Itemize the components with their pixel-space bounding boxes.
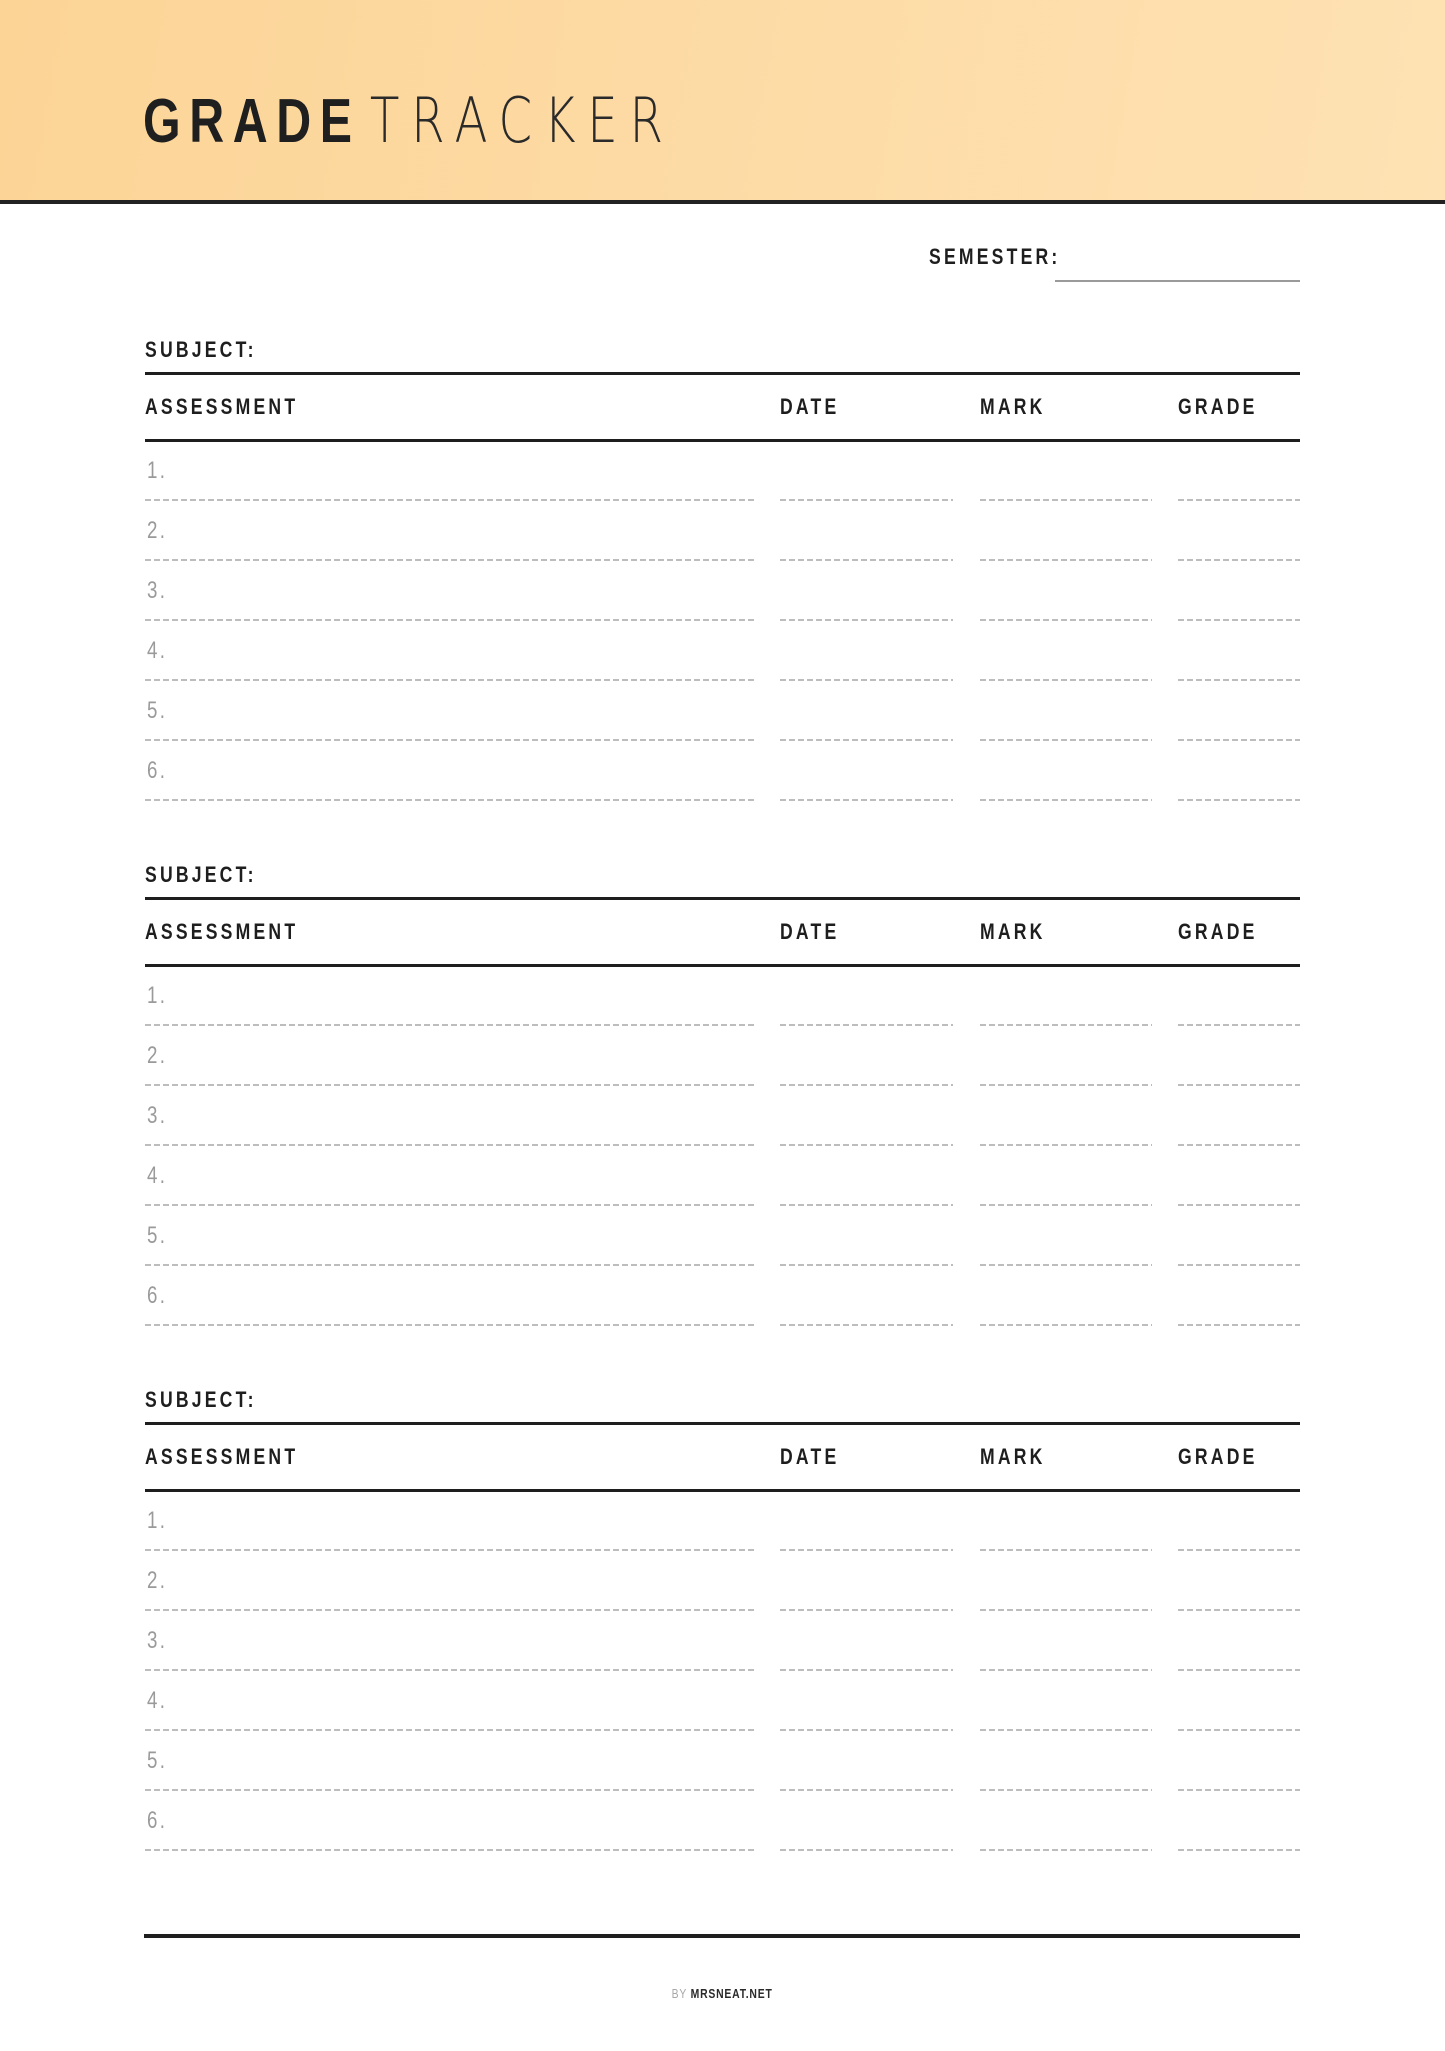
row-number: 6. (147, 1807, 168, 1834)
title-light: TRACKER (369, 84, 675, 157)
header-divider (145, 1489, 1300, 1492)
mark-field-line[interactable] (980, 1549, 1152, 1551)
date-field-line[interactable] (780, 1849, 953, 1851)
grade-field-line[interactable] (1178, 1849, 1300, 1851)
subject-section (145, 1387, 1300, 1887)
assessment-field-line[interactable] (145, 1024, 755, 1026)
mark-field-line[interactable] (980, 1849, 1152, 1851)
assessment-field-line[interactable] (145, 679, 755, 681)
date-field-line[interactable] (780, 619, 953, 621)
date-field-line[interactable] (780, 1204, 953, 1206)
column-header-grade: GRADE (1178, 919, 1258, 944)
row-number: 6. (147, 757, 168, 784)
column-header-date: DATE (780, 394, 840, 419)
grade-field-line[interactable] (1178, 1024, 1300, 1026)
date-field-line[interactable] (780, 499, 953, 501)
assessment-field-line[interactable] (145, 1549, 755, 1551)
assessment-field-line[interactable] (145, 619, 755, 621)
row-number: 5. (147, 697, 168, 724)
assessment-field-line[interactable] (145, 739, 755, 741)
header-divider (145, 439, 1300, 442)
mark-field-line[interactable] (980, 1084, 1152, 1086)
grade-field-line[interactable] (1178, 1729, 1300, 1731)
subject-underline[interactable] (145, 897, 1300, 900)
assessment-field-line[interactable] (145, 559, 755, 561)
mark-field-line[interactable] (980, 1789, 1152, 1791)
date-field-line[interactable] (780, 1024, 953, 1026)
semester-input-line[interactable] (1055, 280, 1300, 282)
date-field-line[interactable] (780, 1669, 953, 1671)
mark-field-line[interactable] (980, 1669, 1152, 1671)
row-number: 4. (147, 637, 168, 664)
grade-field-line[interactable] (1178, 1789, 1300, 1791)
mark-field-line[interactable] (980, 799, 1152, 801)
assessment-field-line[interactable] (145, 1324, 755, 1326)
date-field-line[interactable] (780, 1549, 953, 1551)
row-number: 1. (147, 1507, 168, 1534)
column-header-mark: MARK (980, 1444, 1046, 1469)
grade-field-line[interactable] (1178, 1144, 1300, 1146)
grade-field-line[interactable] (1178, 559, 1300, 561)
assessment-field-line[interactable] (145, 799, 755, 801)
date-field-line[interactable] (780, 1264, 953, 1266)
column-header-date: DATE (780, 919, 840, 944)
footer-by: BY (672, 1986, 688, 2001)
grade-field-line[interactable] (1178, 1609, 1300, 1611)
column-header-grade: GRADE (1178, 1444, 1258, 1469)
column-header-assessment: ASSESSMENT (145, 1444, 299, 1469)
row-number: 3. (147, 577, 168, 604)
footer-credit (0, 1986, 1445, 2001)
mark-field-line[interactable] (980, 499, 1152, 501)
subject-underline[interactable] (145, 372, 1300, 375)
grade-field-line[interactable] (1178, 1549, 1300, 1551)
row-number: 6. (147, 1282, 168, 1309)
grade-field-line[interactable] (1178, 619, 1300, 621)
row-number: 2. (147, 517, 168, 544)
mark-field-line[interactable] (980, 1204, 1152, 1206)
subject-label: SUBJECT: (145, 1387, 257, 1412)
assessment-field-line[interactable] (145, 1084, 755, 1086)
assessment-field-line[interactable] (145, 1849, 755, 1851)
bottom-divider (144, 1934, 1300, 1938)
grade-field-line[interactable] (1178, 1084, 1300, 1086)
subject-section (145, 862, 1300, 1362)
row-number: 4. (147, 1162, 168, 1189)
date-field-line[interactable] (780, 1144, 953, 1146)
assessment-field-line[interactable] (145, 1264, 755, 1266)
date-field-line[interactable] (780, 1609, 953, 1611)
subject-label: SUBJECT: (145, 337, 257, 362)
column-header-mark: MARK (980, 394, 1046, 419)
assessment-field-line[interactable] (145, 1609, 755, 1611)
grade-field-line[interactable] (1178, 1669, 1300, 1671)
assessment-field-line[interactable] (145, 1204, 755, 1206)
grade-field-line[interactable] (1178, 679, 1300, 681)
mark-field-line[interactable] (980, 559, 1152, 561)
row-number: 3. (147, 1627, 168, 1654)
page-title (143, 84, 675, 157)
grade-field-line[interactable] (1178, 1324, 1300, 1326)
row-number: 2. (147, 1042, 168, 1069)
assessment-field-line[interactable] (145, 1669, 755, 1671)
subject-section (145, 337, 1300, 837)
grade-field-line[interactable] (1178, 739, 1300, 741)
semester-label: SEMESTER: (929, 244, 1061, 269)
date-field-line[interactable] (780, 1324, 953, 1326)
header-divider (145, 964, 1300, 967)
mark-field-line[interactable] (980, 679, 1152, 681)
mark-field-line[interactable] (980, 1024, 1152, 1026)
subject-label: SUBJECT: (145, 862, 257, 887)
row-number: 1. (147, 982, 168, 1009)
row-number: 5. (147, 1747, 168, 1774)
assessment-field-line[interactable] (145, 1729, 755, 1731)
row-number: 5. (147, 1222, 168, 1249)
title-bold: GRADE (143, 87, 361, 156)
grade-field-line[interactable] (1178, 1264, 1300, 1266)
row-number: 1. (147, 457, 168, 484)
assessment-field-line[interactable] (145, 499, 755, 501)
grade-field-line[interactable] (1178, 499, 1300, 501)
date-field-line[interactable] (780, 799, 953, 801)
page-header (0, 0, 1445, 204)
row-number: 4. (147, 1687, 168, 1714)
row-number: 3. (147, 1102, 168, 1129)
date-field-line[interactable] (780, 739, 953, 741)
column-header-assessment: ASSESSMENT (145, 394, 299, 419)
mark-field-line[interactable] (980, 1609, 1152, 1611)
mark-field-line[interactable] (980, 1729, 1152, 1731)
date-field-line[interactable] (780, 559, 953, 561)
mark-field-line[interactable] (980, 1264, 1152, 1266)
assessment-field-line[interactable] (145, 1789, 755, 1791)
column-header-mark: MARK (980, 919, 1046, 944)
column-header-grade: GRADE (1178, 394, 1258, 419)
footer-site: MRSNEAT.NET (691, 1986, 773, 2001)
subject-underline[interactable] (145, 1422, 1300, 1425)
column-header-date: DATE (780, 1444, 840, 1469)
date-field-line[interactable] (780, 1084, 953, 1086)
mark-field-line[interactable] (980, 1144, 1152, 1146)
mark-field-line[interactable] (980, 619, 1152, 621)
column-header-assessment: ASSESSMENT (145, 919, 299, 944)
assessment-field-line[interactable] (145, 1144, 755, 1146)
grade-field-line[interactable] (1178, 799, 1300, 801)
mark-field-line[interactable] (980, 739, 1152, 741)
date-field-line[interactable] (780, 1729, 953, 1731)
date-field-line[interactable] (780, 679, 953, 681)
grade-field-line[interactable] (1178, 1204, 1300, 1206)
mark-field-line[interactable] (980, 1324, 1152, 1326)
date-field-line[interactable] (780, 1789, 953, 1791)
row-number: 2. (147, 1567, 168, 1594)
